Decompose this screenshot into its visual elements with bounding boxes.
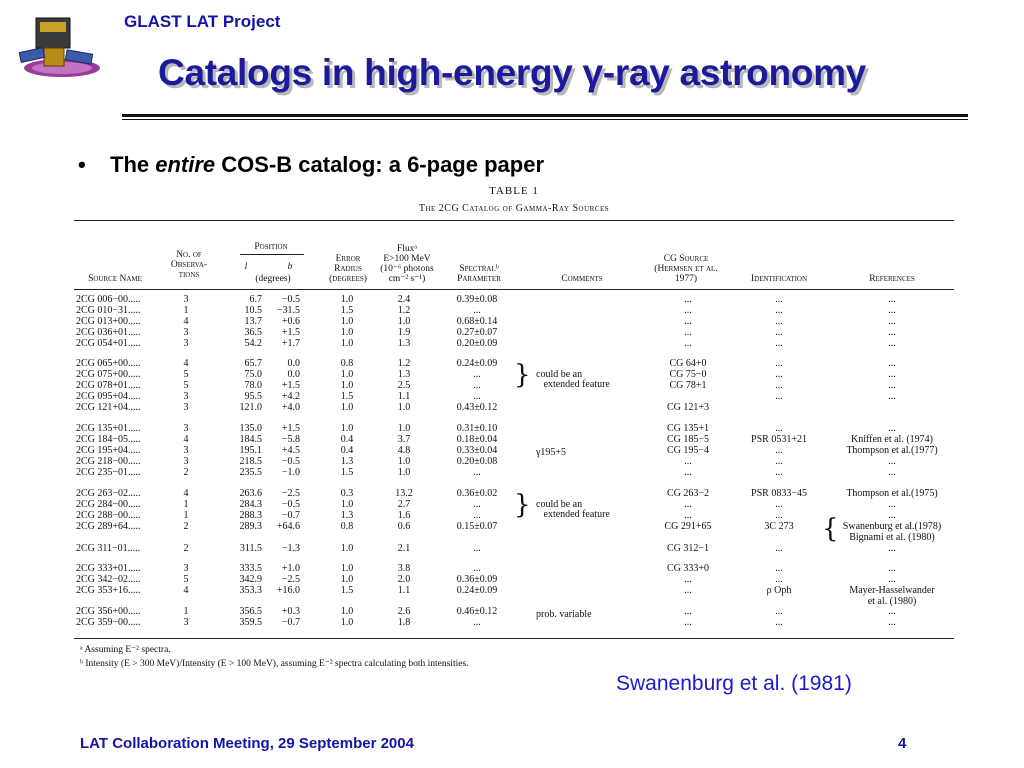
table-cell-l: 218.5 (239, 456, 262, 467)
table-cell-flux: 2.0 (397, 574, 411, 585)
table-cell-name: 2CG 036+01..... (76, 327, 141, 338)
position-underline (240, 254, 304, 255)
table-cell-flux: 1.1 (397, 391, 411, 402)
table-cell-b: +1.7 (281, 338, 300, 349)
table-cell-n: 3 (183, 327, 189, 338)
table-cell-n: 3 (183, 294, 189, 305)
table-cell-b: −31.5 (276, 305, 300, 316)
table-cell-b: +1.5 (281, 423, 300, 434)
table-cell-err: 1.0 (340, 563, 354, 574)
table-cell-l: 359.5 (239, 617, 262, 628)
table-cell-ref: ... (888, 294, 896, 305)
table-cell-l: 95.5 (244, 391, 262, 402)
comment-gamma195: γ195+5 (536, 447, 567, 458)
table-cell-name: 2CG 218−00..... (76, 456, 141, 467)
table-cell-cg: ... (684, 606, 692, 617)
table-cell-ref: Bignami et al. (1980) (849, 532, 935, 543)
table-cell-b: +1.0 (281, 563, 300, 574)
footer-meeting: LAT Collaboration Meeting, 29 September 2004 (80, 735, 414, 752)
table-cell-cg: ... (684, 510, 692, 521)
table-cell-err: 1.0 (340, 574, 354, 585)
table-cell-cg: CG 135+1 (666, 423, 710, 434)
table-cell-ref: ... (888, 543, 896, 554)
table-cell-b: 0.0 (287, 358, 300, 369)
table-cell-n: 3 (183, 617, 189, 628)
table-cell-id: ... (775, 543, 783, 554)
table-cell-err: 1.0 (340, 316, 354, 327)
table-cell-n: 1 (183, 510, 189, 521)
table-cell-l: 333.5 (239, 563, 262, 574)
table-cell-ref: ... (888, 574, 896, 585)
table-cell-ref: ... (888, 456, 896, 467)
table-cell-n: 3 (183, 338, 189, 349)
table-cell-ref: Mayer-Hasselwander (849, 585, 935, 596)
table-cell-ref: ... (888, 316, 896, 327)
table-cell-err: 1.5 (340, 585, 354, 596)
table-cell-name: 2CG 289+64..... (76, 521, 141, 532)
table-cell-err: 0.3 (340, 488, 354, 499)
table-cell-l: 289.3 (239, 521, 262, 532)
table-cell-ref: ... (888, 391, 896, 402)
table-cell-cg: ... (684, 327, 692, 338)
table-cell-flux: 1.3 (397, 369, 411, 380)
table-cell-ref: Thompson et al.(1977) (846, 445, 938, 456)
table-cell-spec: 0.24±0.09 (456, 358, 498, 369)
table-cell-id: ... (775, 338, 783, 349)
table-cell-id: ... (775, 305, 783, 316)
table-cell-b: +0.3 (281, 606, 300, 617)
table-cell-b: 0.0 (287, 369, 300, 380)
table-cell-spec: ... (473, 510, 481, 521)
table-cell-cg: CG 78+1 (669, 380, 707, 391)
table-cell-cg: CG 64+0 (669, 358, 707, 369)
table-cell-spec: 0.33±0.04 (456, 445, 498, 456)
table-cell-err: 1.0 (340, 617, 354, 628)
table-cell-spec: 0.68±0.14 (456, 316, 498, 327)
table-cell-flux: 1.0 (397, 467, 411, 478)
table-cell-err: 1.5 (340, 391, 354, 402)
table-cell-err: 1.0 (340, 606, 354, 617)
table-cell-n: 3 (183, 391, 189, 402)
table-cell-spec: 0.20±0.08 (456, 456, 498, 467)
table-cell-name: 2CG 121+04..... (76, 402, 141, 413)
table-cell-n: 2 (183, 467, 189, 478)
bullet-emphasis: entire (155, 152, 216, 177)
header-degrees: (degrees) (255, 274, 291, 284)
table-cell-spec: ... (473, 543, 481, 554)
table-cell-n: 4 (183, 585, 189, 596)
table-cell-err: 1.0 (340, 423, 354, 434)
table-cell-ref: et al. (1980) (867, 596, 917, 607)
table-cell-err: 0.8 (340, 358, 354, 369)
comment-extended-2: could be an extended feature (536, 499, 610, 520)
table-cell-flux: 2.1 (397, 543, 411, 554)
table-cell-ref: ... (888, 617, 896, 628)
table-cell-name: 2CG 075+00..... (76, 369, 141, 380)
table-cell-err: 1.3 (340, 510, 354, 521)
table-cell-cg: CG 75−0 (669, 369, 707, 380)
table-cell-cg: ... (684, 585, 692, 596)
table-cell-flux: 1.3 (397, 338, 411, 349)
table-cell-spec: ... (473, 369, 481, 380)
header-observations: No. of Observa- tions (170, 250, 208, 280)
bullet-dot: • (78, 152, 86, 177)
table-cell-b: −0.5 (281, 456, 300, 467)
bullet-post: COS-B catalog: a 6-page paper (215, 152, 545, 177)
table-cell-l: 353.3 (239, 585, 262, 596)
table-cell-n: 3 (183, 402, 189, 413)
table-cell-name: 2CG 333+01..... (76, 563, 141, 574)
table-cell-cg: CG 121+3 (666, 402, 710, 413)
header-flux: Fluxᵃ E>100 MeV (10⁻⁶ photons cm⁻² s⁻¹) (380, 244, 434, 284)
table-cell-l: 184.5 (239, 434, 262, 445)
table-cell-l: 342.9 (239, 574, 262, 585)
table-cell-name: 2CG 359−00..... (76, 617, 141, 628)
table-cell-flux: 1.2 (397, 358, 411, 369)
table-cell-l: 195.1 (239, 445, 262, 456)
table-cell-id: ... (775, 316, 783, 327)
table-cell-cg: ... (684, 338, 692, 349)
table-cell-id: ... (775, 456, 783, 467)
table-cell-b: −2.5 (281, 574, 300, 585)
table-cell-n: 1 (183, 305, 189, 316)
table-cell-l: 54.2 (244, 338, 262, 349)
footnote-b: ᵇ Intensity (E > 300 MeV)/Intensity (E > 100 MeV), assuming E⁻² spectra calculating both intensities. (80, 659, 469, 669)
bullet-pre: The (110, 152, 156, 177)
header-position: Position (254, 242, 288, 252)
table-cell-spec: 0.43±0.12 (456, 402, 498, 413)
table-cell-flux: 2.4 (397, 294, 411, 305)
table-cell-spec: 0.36±0.02 (456, 488, 498, 499)
table-cell-n: 2 (183, 543, 189, 554)
table-cell-cg: ... (684, 316, 692, 327)
table-cell-ref: ... (888, 563, 896, 574)
table-cell-ref: ... (888, 499, 896, 510)
table-cell-l: 356.5 (239, 606, 262, 617)
table-cell-ref: ... (888, 423, 896, 434)
table-cell-flux: 1.6 (397, 510, 411, 521)
table-cell-err: 1.5 (340, 305, 354, 316)
table-cell-spec: 0.27±0.07 (456, 327, 498, 338)
header-spectral: Spectralᵇ Parameter (457, 264, 501, 284)
brace-group-1: } (514, 360, 531, 390)
catalog-table (74, 182, 954, 670)
table-cell-cg: ... (684, 499, 692, 510)
table-cell-cg: ... (684, 294, 692, 305)
table-cell-n: 2 (183, 521, 189, 532)
table-cell-l: 78.0 (244, 380, 262, 391)
table-cell-l: 235.5 (239, 467, 262, 478)
table-cell-l: 65.7 (244, 358, 262, 369)
table-cell-flux: 1.0 (397, 423, 411, 434)
table-cell-flux: 3.8 (397, 563, 411, 574)
table-cell-err: 1.0 (340, 327, 354, 338)
table-cell-name: 2CG 195+04..... (76, 445, 141, 456)
table-cell-cg: ... (684, 617, 692, 628)
table-cell-spec: 0.20±0.09 (456, 338, 498, 349)
table-cell-flux: 2.7 (397, 499, 411, 510)
comment-variable: prob. variable (536, 609, 592, 620)
table-cell-spec: ... (473, 380, 481, 391)
table-cell-l: 36.5 (244, 327, 262, 338)
bullet-point (78, 152, 544, 178)
table-cell-err: 0.4 (340, 434, 354, 445)
table-cell-name: 2CG 135+01..... (76, 423, 141, 434)
brace-group-2: } (514, 490, 531, 520)
table-cell-name: 2CG 013+00..... (76, 316, 141, 327)
table-cell-flux: 2.5 (397, 380, 411, 391)
table-cell-b: +4.2 (281, 391, 300, 402)
comment-extended-1: could be an extended feature (536, 369, 610, 390)
table-cell-name: 2CG 010−31..... (76, 305, 141, 316)
table-cell-cg: CG 185−5 (666, 434, 710, 445)
title-rule (122, 114, 968, 117)
table-cell-b: +1.5 (281, 380, 300, 391)
table-cell-n: 4 (183, 316, 189, 327)
table-cell-err: 0.4 (340, 445, 354, 456)
table-cell-b: +4.5 (281, 445, 300, 456)
header-source-name: Source Name (88, 274, 142, 284)
table-cell-err: 1.0 (340, 338, 354, 349)
table-cell-name: 2CG 235−01..... (76, 467, 141, 478)
table-cell-id: ... (775, 294, 783, 305)
table-cell-id: ... (775, 445, 783, 456)
table-cell-err: 0.8 (340, 521, 354, 532)
title-rule-thin (122, 119, 968, 120)
table-cell-name: 2CG 184−05..... (76, 434, 141, 445)
table-cell-err: 1.5 (340, 467, 354, 478)
table-cell-flux: 0.6 (397, 521, 411, 532)
table-cell-err: 1.3 (340, 456, 354, 467)
table-cell-flux: 13.2 (395, 488, 413, 499)
table-cell-cg: CG 263−2 (666, 488, 710, 499)
table-rule-top (74, 220, 954, 221)
table-cell-l: 6.7 (249, 294, 262, 305)
table-cell-l: 311.5 (239, 543, 262, 554)
table-cell-spec: 0.24±0.09 (456, 585, 498, 596)
table-cell-id: ... (775, 563, 783, 574)
table-cell-ref: Kniffen et al. (1974) (850, 434, 933, 445)
table-cell-b: +0.6 (281, 316, 300, 327)
table-cell-id: ... (775, 574, 783, 585)
table-cell-ref: ... (888, 369, 896, 380)
brace-references: { (822, 514, 839, 544)
header-b: b (287, 262, 293, 272)
table-cell-n: 1 (183, 606, 189, 617)
table-cell-err: 1.0 (340, 499, 354, 510)
table-cell-id: PSR 0833−45 (751, 488, 807, 499)
table-cell-n: 3 (183, 563, 189, 574)
table-cell-ref: Swanenburg et al.(1978) (842, 521, 942, 532)
table-cell-n: 1 (183, 499, 189, 510)
header-identification: Identification (750, 274, 808, 284)
table-cell-ref: ... (888, 510, 896, 521)
table-cell-b: −2.5 (281, 488, 300, 499)
table-cell-err: 1.0 (340, 369, 354, 380)
table-cell-b: −1.3 (281, 543, 300, 554)
table-cell-name: 2CG 311−01..... (76, 543, 141, 554)
table-cell-n: 3 (183, 445, 189, 456)
table-cell-l: 135.0 (239, 423, 262, 434)
header-cg-source: CG Source (Hermsen et al. 1977) (654, 254, 718, 284)
table-cell-b: −0.5 (281, 499, 300, 510)
table-cell-id: ... (775, 358, 783, 369)
table-cell-spec: 0.36±0.09 (456, 574, 498, 585)
table-cell-b: +1.5 (281, 327, 300, 338)
table-number: TABLE 1 (489, 185, 539, 197)
header-references: References (869, 274, 915, 284)
project-label: GLAST LAT Project (124, 12, 281, 31)
table-caption: The 2CG Catalog of Gamma-Ray Sources (418, 203, 610, 214)
table-cell-spec: 0.46±0.12 (456, 606, 498, 617)
table-cell-l: 284.3 (239, 499, 262, 510)
table-cell-name: 2CG 095+04..... (76, 391, 141, 402)
table-cell-name: 2CG 054+01..... (76, 338, 141, 349)
table-cell-b: −1.0 (281, 467, 300, 478)
table-cell-err: 1.0 (340, 402, 354, 413)
table-cell-ref: ... (888, 467, 896, 478)
table-cell-b: −0.7 (281, 617, 300, 628)
table-cell-cg: CG 333+0 (666, 563, 710, 574)
table-cell-cg: CG 291+65 (664, 521, 712, 532)
table-cell-spec: ... (473, 391, 481, 402)
table-cell-b: −5.8 (281, 434, 300, 445)
table-cell-name: 2CG 078+01..... (76, 380, 141, 391)
table-cell-spec: 0.15±0.07 (456, 521, 498, 532)
table-cell-id: ... (775, 499, 783, 510)
table-cell-spec: 0.18±0.04 (456, 434, 498, 445)
table-cell-ref: ... (888, 338, 896, 349)
table-cell-flux: 1.8 (397, 617, 411, 628)
table-cell-b: +4.0 (281, 402, 300, 413)
table-cell-ref: ... (888, 305, 896, 316)
table-cell-id: ... (775, 606, 783, 617)
table-cell-flux: 3.7 (397, 434, 411, 445)
table-cell-cg: ... (684, 467, 692, 478)
table-cell-id: ... (775, 327, 783, 338)
table-cell-n: 3 (183, 423, 189, 434)
table-cell-flux: 1.0 (397, 402, 411, 413)
header-error-radius: Error Radius (degrees) (329, 254, 367, 284)
table-cell-spec: 0.39±0.08 (456, 294, 498, 305)
slide-title: Catalogs in high-energy γ-ray astronomy (158, 52, 866, 93)
table-cell-cg: ... (684, 574, 692, 585)
table-cell-id: ... (775, 369, 783, 380)
table-cell-n: 4 (183, 488, 189, 499)
table-cell-name: 2CG 288−00..... (76, 510, 141, 521)
table-cell-ref: ... (888, 358, 896, 369)
table-cell-flux: 4.8 (397, 445, 411, 456)
page-number: 4 (898, 735, 907, 752)
table-cell-flux: 1.2 (397, 305, 411, 316)
table-cell-flux: 1.0 (397, 316, 411, 327)
table-cell-n: 5 (183, 369, 189, 380)
table-cell-flux: 2.6 (397, 606, 411, 617)
table-cell-cg: ... (684, 305, 692, 316)
table-cell-name: 2CG 006−00..... (76, 294, 141, 305)
table-cell-l: 10.5 (244, 305, 262, 316)
table-cell-name: 2CG 353+16..... (76, 585, 141, 596)
table-cell-b: −0.5 (281, 294, 300, 305)
table-rule-header (74, 289, 954, 290)
table-cell-err: 1.0 (340, 294, 354, 305)
table-cell-n: 3 (183, 456, 189, 467)
table-cell-id: PSR 0531+21 (751, 434, 807, 445)
footnote-a: ᵃ Assuming E⁻² spectra. (80, 645, 171, 655)
table-cell-id: ... (775, 617, 783, 628)
table-cell-ref: Thompson et al.(1975) (846, 488, 938, 499)
table-cell-cg: CG 312−1 (666, 543, 710, 554)
table-cell-name: 2CG 342−02..... (76, 574, 141, 585)
table-cell-cg: ... (684, 456, 692, 467)
table-cell-b: −0.7 (281, 510, 300, 521)
header-comments: Comments (561, 274, 603, 284)
table-cell-name: 2CG 284−00..... (76, 499, 141, 510)
table-cell-spec: ... (473, 563, 481, 574)
table-cell-ref: ... (888, 327, 896, 338)
citation: Swanenburg et al. (1981) (616, 672, 852, 695)
header-l: l (244, 262, 248, 272)
table-cell-id: ρ Oph (766, 585, 792, 596)
table-cell-l: 263.6 (239, 488, 262, 499)
table-cell-b: +16.0 (276, 585, 300, 596)
table-cell-l: 13.7 (244, 316, 262, 327)
table-cell-name: 2CG 263−02..... (76, 488, 141, 499)
table-cell-flux: 1.0 (397, 456, 411, 467)
table-cell-n: 5 (183, 380, 189, 391)
table-cell-ref: ... (888, 606, 896, 617)
table-cell-n: 4 (183, 434, 189, 445)
table-cell-id: ... (775, 423, 783, 434)
table-cell-name: 2CG 065+00..... (76, 358, 141, 369)
table-cell-l: 121.0 (239, 402, 262, 413)
table-cell-flux: 1.9 (397, 327, 411, 338)
table-rule-bottom (74, 638, 954, 639)
table-cell-l: 288.3 (239, 510, 262, 521)
table-cell-id: ... (775, 380, 783, 391)
table-cell-err: 1.0 (340, 380, 354, 391)
table-cell-id: 3C 273 (764, 521, 794, 532)
table-cell-ref: ... (888, 380, 896, 391)
table-cell-spec: ... (473, 467, 481, 478)
table-cell-spec: 0.31±0.10 (456, 423, 498, 434)
table-cell-n: 5 (183, 574, 189, 585)
table-cell-flux: 1.1 (397, 585, 411, 596)
table-cell-spec: ... (473, 305, 481, 316)
table-cell-b: +64.6 (276, 521, 300, 532)
table-cell-id: ... (775, 510, 783, 521)
table-cell-name: 2CG 356+00..... (76, 606, 141, 617)
table-cell-spec: ... (473, 617, 481, 628)
table-cell-spec: ... (473, 499, 481, 510)
table-cell-id: ... (775, 391, 783, 402)
table-cell-l: 75.0 (244, 369, 262, 380)
table-cell-err: 1.0 (340, 543, 354, 554)
table-cell-n: 4 (183, 358, 189, 369)
table-cell-id: ... (775, 467, 783, 478)
table-cell-cg: CG 195−4 (666, 445, 710, 456)
